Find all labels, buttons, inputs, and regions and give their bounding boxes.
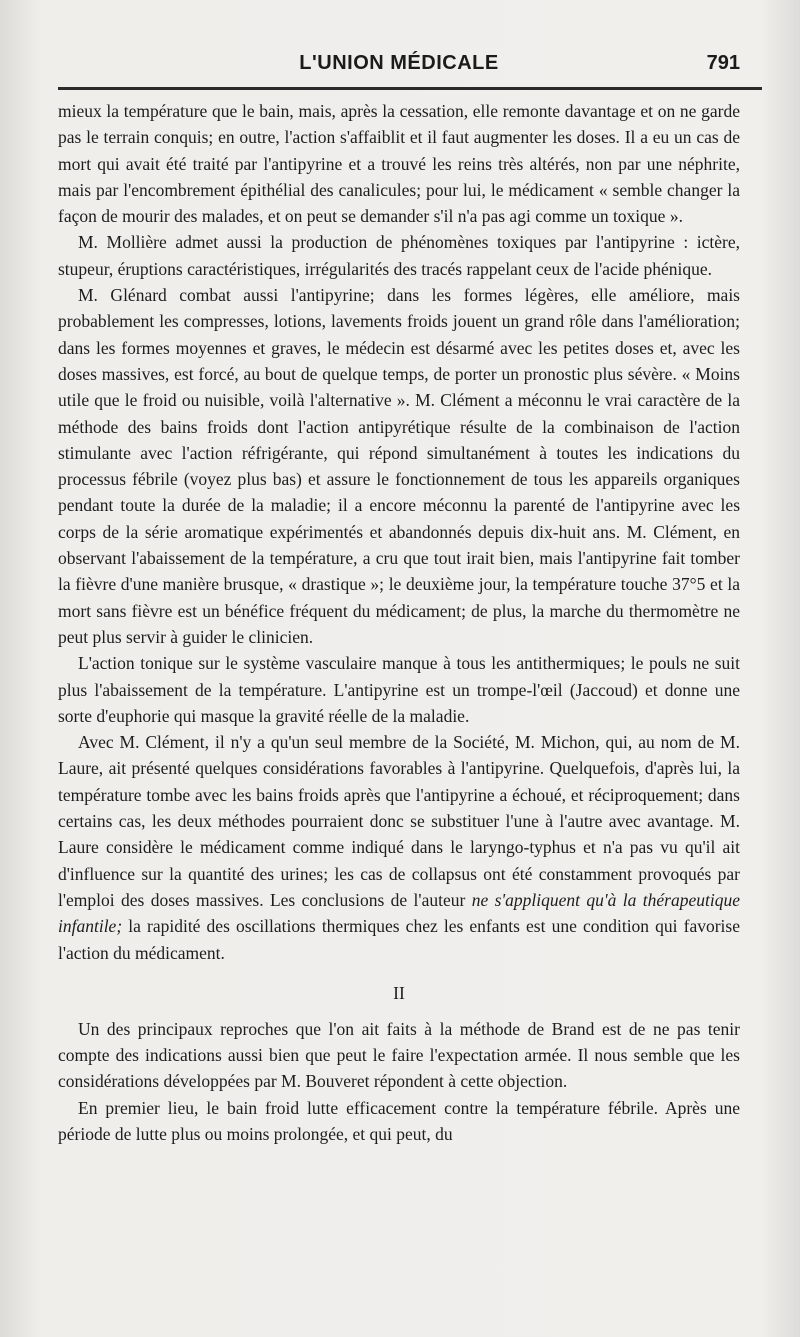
paragraph-2: M. Mollière admet aussi la production de phénomènes toxiques par l'antipyrine : ictère, stupeur, éruptions caractéristiques, irrégularités des tracés rappelant ceux de l'acide phénique. — [58, 232, 740, 279]
running-title: L'UNION MÉDICALE — [299, 52, 499, 74]
paragraph-4: L'action tonique sur le système vasculaire manque à tous les antithermiques; le pouls ne suit plus l'abaissement de la température. L'antipyrine est un trompe-l'œil (Jaccoud) et donne une sorte d'euphorie qui masque la gravité réelle de la maladie. — [58, 653, 740, 726]
page-header — [58, 52, 740, 82]
header-rule — [58, 87, 762, 90]
paragraph-1: mieux la température que le bain, mais, après la cessation, elle remonte davantage et on ne garde pas le terrain conquis; en outre, l'action s'affaiblit et il faut augmenter les doses. Il a eu un cas de mort qui avait été traité par l'antipyrine et a trouvé les reins très altérés, non par une néphrite, mais par l'encombrement épithélial des canalicules; pour lui, le médicament « semble changer la façon de mourir des malades, et on peut se demander s'il n'a pas agi comme un toxique ». — [58, 101, 740, 227]
paragraph-5-start: Avec M. Clément, il n'y a qu'un seul membre de la Société, M. Michon, qui, au nom de M. Laure, ait présenté quelques considérations favorables à l'antipyrine. Quelquefois, d'après lui, la température tombe avec les bains froids après que l'antipyrine a échoué, et réciproquement; dans certains cas, les deux méthodes pourraient donc se substituer l'une à l'autre avec avantage. M. Laure considère le médicament comme indiqué dans le laryngo-typhus et n'a pas vu qu'il ait d'influence sur la quantité des urines; les cas de collapsus ont été constamment provoqués par l'emploi des doses massives. Les conclusions de l'auteur — [58, 732, 740, 910]
page-number: 791 — [706, 52, 740, 74]
paragraph-3: M. Glénard combat aussi l'antipyrine; dans les formes légères, elle améliore, mais probablement les compresses, lotions, lavements froids jouent un grand rôle dans l'amélioration; dans les formes moyennes et graves, le médecin est désarmé avec les petites doses et, avec les doses massives, est forcé, au bout de quelque temps, de porter un pronostic plus sévère. « Moins utile que le froid ou nuisible, voilà l'alternative ». M. Clément a méconnu le vrai caractère de la méthode des bains froids dont l'action antipyrétique résulte de la combinaison de l'action stimulante avec l'action réfrigérante, qui répond simultanément à toutes les indications du processus fébrile (voyez plus bas) et assure le fonctionnement de tous les appareils organiques pendant toute la durée de la maladie; il a encore méconnu la parenté de l'antipyrine avec les corps de la série aromatique expérimentés et abandonnés depuis dix-huit ans. M. Clément, en observant l'abaissement de la température, a cru que tout irait bien, mais l'antipyrine fait tomber la fièvre d'une manière brusque, « drastique »; le deuxième jour, la température touche 37°5 et la mort sans fièvre est un bénéfice fréquent du médicament; de plus, la marche du thermomètre ne peut plus servir à guider le clinicien. — [58, 285, 740, 647]
paragraph-5 — [58, 729, 740, 966]
paragraph-5-italic: ne s'appliquent qu'à la thérapeutique infantile; — [58, 889, 740, 937]
paragraph-6: Un des principaux reproches que l'on ait faits à la méthode de Brand est de ne pas tenir compte des indications aussi bien que peut le faire l'expectation armée. Il nous semble que les considérations développées par M. Bouveret répondent à cette objection. — [58, 1018, 740, 1092]
section-heading: II — [393, 982, 405, 1003]
paragraph-7: En premier lieu, le bain froid lutte efficacement contre la température fébrile. Après une période de lutte plus ou moins prolongée, et qui peut, du — [58, 1097, 740, 1144]
article-body — [58, 98, 740, 1147]
paragraph-5-end: la rapidité des oscillations thermiques chez les enfants est une condition qui favorise l'action du médicament. — [58, 916, 740, 963]
